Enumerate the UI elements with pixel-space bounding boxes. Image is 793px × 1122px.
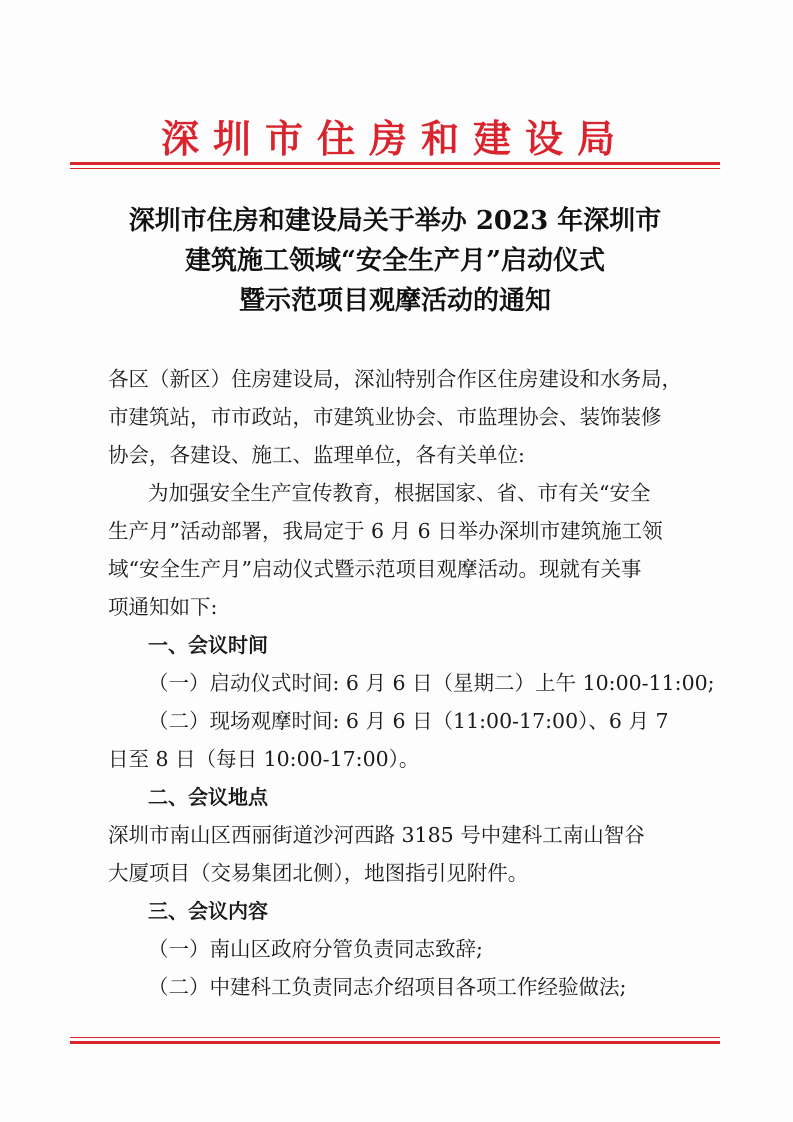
section2-line-2: 大厦项目（交易集团北侧），地图指引见附件。 xyxy=(108,861,529,885)
letterhead-rule-thick xyxy=(70,162,720,165)
footer-rule-thin xyxy=(70,1037,720,1038)
section-heading-time: 一、会议时间 xyxy=(148,633,268,657)
section3-item-2: （二）中建科工负责同志介绍项目各项工作经验做法; xyxy=(148,975,627,999)
intro-line-2: 生产月”活动部署，我局定于 6 月 6 日举办深圳市建筑施工领 xyxy=(108,519,663,543)
section3-item-1: （一）南山区政府分管负责同志致辞; xyxy=(148,937,483,961)
section-heading-content: 三、会议内容 xyxy=(148,899,268,923)
letterhead-rule-thin xyxy=(70,168,720,169)
document-title-line-3: 暨示范项目观摩活动的通知 xyxy=(238,286,551,316)
document-title-line-2: 建筑施工领域“安全生产月”启动仪式 xyxy=(185,246,605,276)
salutation-line-1: 各区（新区）住房建设局，深汕特别合作区住房建设和水务局， xyxy=(108,367,682,391)
section-heading-location: 二、会议地点 xyxy=(148,785,268,809)
section1-item-2-line-1: （二）现场观摩时间: 6 月 6 日（11:00-17:00）、6 月 7 xyxy=(148,709,669,733)
section1-item-1: （一）启动仪式时间: 6 月 6 日（星期二）上午 10:00-11:00; xyxy=(148,671,715,695)
intro-line-4: 项通知如下: xyxy=(108,595,218,619)
salutation-line-2: 市建筑站，市市政站，市建筑业协会、市监理协会、装饰装修 xyxy=(108,405,662,429)
footer-rule-thick xyxy=(70,1041,720,1044)
document-title-line-1: 深圳市住房和建设局关于举办 2023 年深圳市 xyxy=(128,206,662,236)
intro-line-3: 域“安全生产月”启动仪式暨示范项目观摩活动。现就有关事 xyxy=(108,557,642,581)
section2-line-1: 深圳市南山区西丽街道沙河西路 3185 号中建科工南山智谷 xyxy=(108,823,645,847)
section1-item-2-line-2: 日至 8 日（每日 10:00-17:00）。 xyxy=(108,747,420,771)
salutation-line-3: 协会，各建设、施工、监理单位，各有关单位: xyxy=(108,443,525,467)
intro-line-1: 为加强安全生产宣传教育，根据国家、省、市有关“安全 xyxy=(148,481,651,505)
letterhead-title: 深圳市住房和建设局 xyxy=(160,117,629,161)
